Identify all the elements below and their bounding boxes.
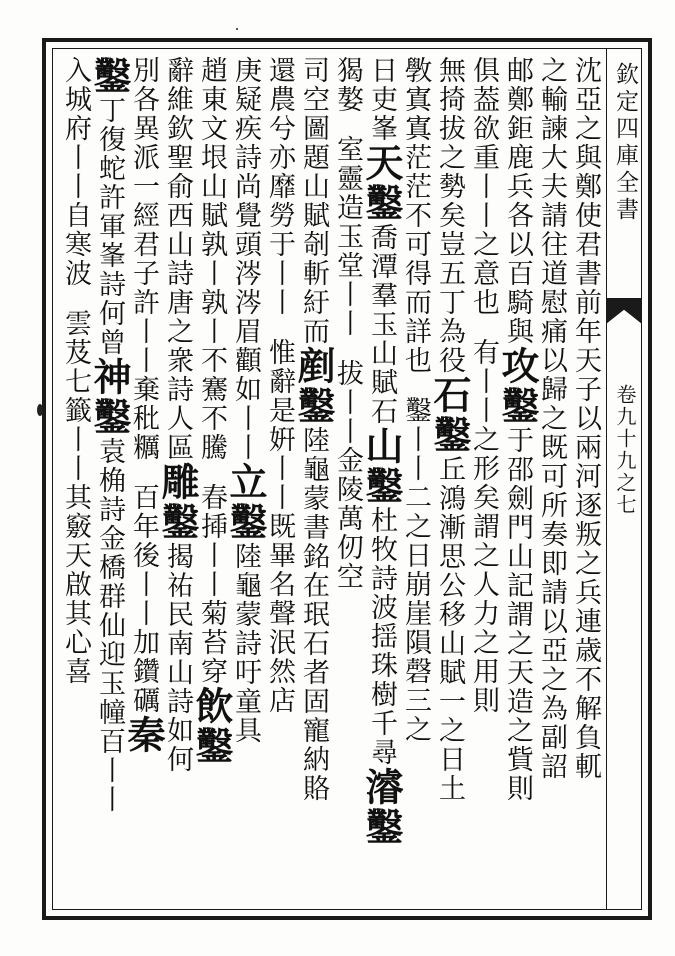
text-run: 拔丨丨金陵萬仞空: [332, 359, 363, 591]
text-run: 丘鴻漸思公移山賦一之日土: [434, 455, 465, 803]
spacer: [200, 462, 222, 483]
text-run: 日吏峯: [366, 56, 397, 143]
text-run: 還農兮亦靡勞于丨丨: [264, 56, 295, 317]
entry-headword: 雕鑿: [155, 462, 200, 542]
text-column: [359, 56, 404, 906]
text-run: 司空圖題山賦剞斬紆而: [298, 56, 329, 346]
text-run: 杜牧詩波揺珠樹千尋: [366, 506, 397, 767]
text-run: 入城府丨丨自寒波: [60, 56, 91, 288]
spacer: [132, 462, 154, 483]
entry-headword: 天鑿: [359, 143, 404, 223]
text-column: [121, 56, 166, 906]
text-run: 庚疑疾詩尚覺頭涔涔眉顴如丨丨: [230, 56, 261, 462]
volume-label: 卷九十九之七: [613, 384, 637, 516]
entry-headword: 剷鑿: [291, 346, 336, 426]
text-run: 無掎拔之勢矣豈五丁為役: [434, 56, 465, 375]
text-column: [532, 56, 570, 906]
text-run: 斆寘寘茫茫不可得而詳也: [400, 56, 431, 375]
text-run: 丁復蛇許軍峯詩何曾: [94, 96, 125, 357]
text-run: 喬潭羣玉山賦石: [366, 223, 397, 426]
entry-headword: 山鑿: [359, 426, 404, 506]
text-run: 袁桷詩金橋群仙迎玉幢百丨丨: [94, 437, 125, 814]
text-run: 雲芨七籤丨丨其竅天啟其心喜: [60, 309, 91, 686]
text-run: 趙東文垠山賦孰丨孰丨不騫不騰: [196, 56, 227, 462]
spacer: [472, 317, 494, 338]
entry-headword: 神鑿: [87, 357, 132, 437]
entry-headword: 秦: [121, 715, 166, 755]
text-run: 別各異派一經君子許丨丨棄秕糲: [128, 56, 159, 462]
text-run: 俱葢欲重丨丨之意也: [468, 56, 499, 317]
text-run: 百年後丨丨加鑽礪: [128, 483, 159, 715]
spacer: [404, 375, 426, 396]
text-run: 鑿丨丨二之日崩崖隕磬三之: [400, 396, 431, 744]
text-run: 室靈造玉堂丨丨: [332, 135, 363, 338]
scan-speck: [236, 28, 238, 30]
text-run: 辭維欽聖俞西山詩唐之衆詩人區: [162, 56, 193, 462]
text-run: 陸龜蒙書銘在珉石者固寵納賂: [298, 426, 329, 803]
text-run: 之輸諫大夫請往道慰痛以歸之既可所奏即請以亞之為副詔: [536, 56, 567, 781]
text-column: [495, 56, 540, 906]
text-column: [291, 56, 336, 906]
text-column: [155, 56, 200, 906]
text-run: 揭祐民南山詩如何: [162, 542, 193, 774]
text-run: 春揷丨丨菊苔穿: [196, 483, 227, 686]
entry-headword: 濬鑿: [359, 767, 404, 847]
text-run: 陸龜蒙詩吁童具: [230, 542, 261, 745]
entry-headword: 立鑿: [223, 462, 268, 542]
scan-speck: [37, 404, 43, 416]
spacer: [336, 338, 358, 359]
book-title: 欽定四庫全書: [612, 62, 638, 224]
entry-headword: 飲鑿: [189, 686, 234, 766]
spacer: [64, 288, 86, 309]
text-run: 有丨丨之形矣謂之人力之用則: [468, 338, 499, 715]
text-column: [87, 56, 132, 906]
text-column: [328, 56, 366, 906]
text-run: 沈亞之與鄭使君書前年天子以兩河逐叛之兵連歳不解負軏: [570, 56, 601, 781]
spacer: [268, 317, 290, 338]
text-column: [223, 56, 268, 906]
entry-headword: 石鑿: [427, 375, 472, 455]
entry-headword: 攻鑿: [495, 346, 540, 426]
text-column: [566, 56, 604, 906]
text-column: [427, 56, 472, 906]
text-run: 于邵劍門山記謂之天造之貲則: [502, 426, 533, 803]
text-column: [464, 56, 502, 906]
spacer: [336, 114, 358, 135]
entry-headword: 鑿: [87, 56, 132, 96]
text-run: 惟辭是姸丨丨既畢名聲泯然店: [264, 338, 295, 715]
text-run: 邮鄭鉅鹿兵各以百騎與: [502, 56, 533, 346]
text-column: [56, 56, 94, 906]
text-run: 猲嫯: [332, 56, 363, 114]
